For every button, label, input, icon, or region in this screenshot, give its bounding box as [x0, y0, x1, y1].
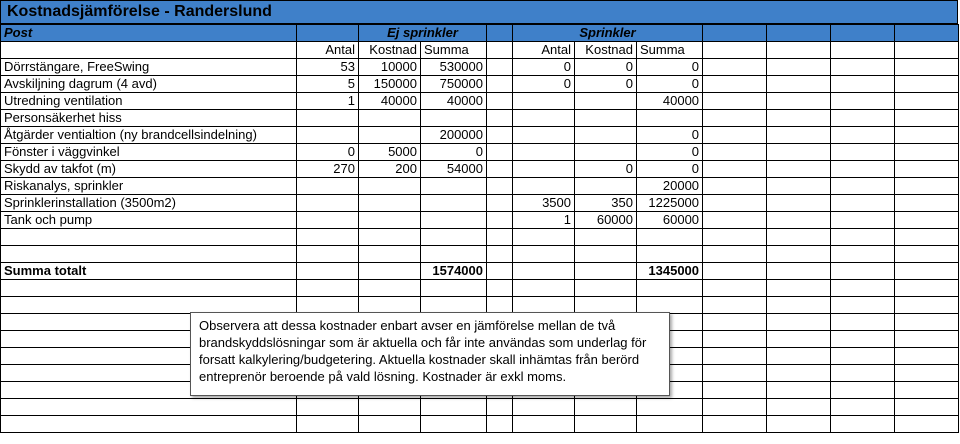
- cell-sp-summa[interactable]: 1225000: [637, 195, 703, 212]
- cell-post[interactable]: Utredning ventilation: [1, 93, 297, 110]
- cell-ej-antal[interactable]: [297, 178, 359, 195]
- cell-sp-antal[interactable]: [513, 93, 575, 110]
- sheet-title[interactable]: Kostnadsjämförelse - Randerslund: [0, 0, 958, 24]
- cell-sp-summa[interactable]: 0: [637, 161, 703, 178]
- cell-sp-antal[interactable]: [513, 110, 575, 127]
- cell-ej-antal[interactable]: [297, 110, 359, 127]
- cell-sp-antal[interactable]: [513, 178, 575, 195]
- cell-ej-summa[interactable]: 0: [421, 144, 487, 161]
- cell-sp-kostnad[interactable]: [575, 93, 637, 110]
- header-row: [1, 25, 959, 42]
- cell-sp-kostnad[interactable]: [575, 178, 637, 195]
- cell-ej-kostnad[interactable]: 5000: [359, 144, 421, 161]
- cell-post[interactable]: Tank och pump: [1, 212, 297, 229]
- cell-post[interactable]: Åtgärder ventialtion (ny brandcellsindelning): [1, 127, 297, 144]
- cell-post[interactable]: Personsäkerhet hiss: [1, 110, 297, 127]
- cell-sp-summa[interactable]: 0: [637, 59, 703, 76]
- sp-summa-total[interactable]: 1345000: [637, 263, 703, 280]
- cell-ej-antal[interactable]: 53: [297, 59, 359, 76]
- sprinkler-header[interactable]: Sprinkler: [513, 25, 703, 42]
- summa-label[interactable]: Summa totalt: [1, 263, 297, 280]
- cell-sp-summa[interactable]: 20000: [637, 178, 703, 195]
- ej-antal-header[interactable]: Antal: [297, 42, 359, 59]
- post-header[interactable]: Post: [1, 25, 297, 42]
- cell-ej-summa[interactable]: 40000: [421, 93, 487, 110]
- ej-kostnad-header[interactable]: Kostnad: [359, 42, 421, 59]
- cell-ej-kostnad[interactable]: 200: [359, 161, 421, 178]
- cell-ej-summa[interactable]: 750000: [421, 76, 487, 93]
- cell-sp-antal[interactable]: 0: [513, 59, 575, 76]
- cell-sp-antal[interactable]: 0: [513, 76, 575, 93]
- cell-ej-kostnad[interactable]: [359, 195, 421, 212]
- ej-summa-total[interactable]: 1574000: [421, 263, 487, 280]
- cell-sp-antal[interactable]: [513, 161, 575, 178]
- cell-sp-summa[interactable]: 0: [637, 144, 703, 161]
- cell-sp-kostnad[interactable]: [575, 144, 637, 161]
- cell-sp-summa[interactable]: [637, 110, 703, 127]
- table-row: [1, 59, 959, 76]
- cell-post[interactable]: Riskanalys, sprinkler: [1, 178, 297, 195]
- cell-sp-kostnad[interactable]: 0: [575, 161, 637, 178]
- cell-sp-antal[interactable]: [513, 127, 575, 144]
- table-row: [1, 195, 959, 212]
- cell-ej-summa[interactable]: [421, 212, 487, 229]
- cell-sp-kostnad[interactable]: 0: [575, 59, 637, 76]
- cell-ej-kostnad[interactable]: [359, 127, 421, 144]
- cell-ej-summa[interactable]: [421, 110, 487, 127]
- cell-ej-kostnad[interactable]: [359, 110, 421, 127]
- cell-ej-kostnad[interactable]: 10000: [359, 59, 421, 76]
- table-row: [1, 110, 959, 127]
- cell-sp-kostnad[interactable]: 0: [575, 76, 637, 93]
- cell-ej-summa[interactable]: 200000: [421, 127, 487, 144]
- cell-ej-kostnad[interactable]: 150000: [359, 76, 421, 93]
- table-row: [1, 178, 959, 195]
- table-row: [1, 127, 959, 144]
- cell-sp-kostnad[interactable]: 350: [575, 195, 637, 212]
- cell-ej-summa[interactable]: [421, 178, 487, 195]
- cell-sp-kostnad[interactable]: 60000: [575, 212, 637, 229]
- cell-post[interactable]: Skydd av takfot (m): [1, 161, 297, 178]
- table-row: [1, 161, 959, 178]
- subheader-row: [1, 42, 959, 59]
- cell-ej-summa[interactable]: [421, 195, 487, 212]
- cell-sp-kostnad[interactable]: [575, 110, 637, 127]
- cell-ej-antal[interactable]: [297, 127, 359, 144]
- cell-post[interactable]: Sprinklerinstallation (3500m2): [1, 195, 297, 212]
- cell-ej-kostnad[interactable]: [359, 178, 421, 195]
- cell-sp-antal[interactable]: 3500: [513, 195, 575, 212]
- note-textbox[interactable]: Observera att dessa kostnader enbart avser en jämförelse mellan de två brandskyddslösningar som är aktuella och får inte användas som underlag för forsatt kalkylering/budgetering. Aktuella kostnader skall inhämtas från berörd entreprenör beroende på vald lösning. Kostnader är exkl moms.: [190, 312, 670, 396]
- cell-ej-antal[interactable]: 0: [297, 144, 359, 161]
- cell-sp-summa[interactable]: 0: [637, 76, 703, 93]
- sp-kostnad-header[interactable]: Kostnad: [575, 42, 637, 59]
- ej-sprinkler-header[interactable]: Ej sprinkler: [359, 25, 487, 42]
- cell-ej-antal[interactable]: 270: [297, 161, 359, 178]
- table-row: [1, 212, 959, 229]
- cell-ej-kostnad[interactable]: 40000: [359, 93, 421, 110]
- cell-sp-kostnad[interactable]: [575, 127, 637, 144]
- cell-ej-antal[interactable]: [297, 195, 359, 212]
- cell-sp-summa[interactable]: 0: [637, 127, 703, 144]
- table-row: [1, 144, 959, 161]
- cell-sp-antal[interactable]: 1: [513, 212, 575, 229]
- table-row: [1, 76, 959, 93]
- cell-ej-antal[interactable]: 1: [297, 93, 359, 110]
- cell-ej-kostnad[interactable]: [359, 212, 421, 229]
- table-row: [1, 93, 959, 110]
- cell-post[interactable]: Fönster i väggvinkel: [1, 144, 297, 161]
- summa-row: [1, 263, 959, 280]
- cell-post[interactable]: Dörrstängare, FreeSwing: [1, 59, 297, 76]
- sp-antal-header[interactable]: Antal: [513, 42, 575, 59]
- cell-sp-summa[interactable]: 60000: [637, 212, 703, 229]
- sp-summa-header[interactable]: Summa: [637, 42, 703, 59]
- cell-sp-antal[interactable]: [513, 144, 575, 161]
- cell-post[interactable]: Avskiljning dagrum (4 avd): [1, 76, 297, 93]
- ej-summa-header[interactable]: Summa: [421, 42, 487, 59]
- cell-sp-summa[interactable]: 40000: [637, 93, 703, 110]
- cell-ej-antal[interactable]: [297, 212, 359, 229]
- cell-ej-antal[interactable]: 5: [297, 76, 359, 93]
- cell-ej-summa[interactable]: 54000: [421, 161, 487, 178]
- cell-ej-summa[interactable]: 530000: [421, 59, 487, 76]
